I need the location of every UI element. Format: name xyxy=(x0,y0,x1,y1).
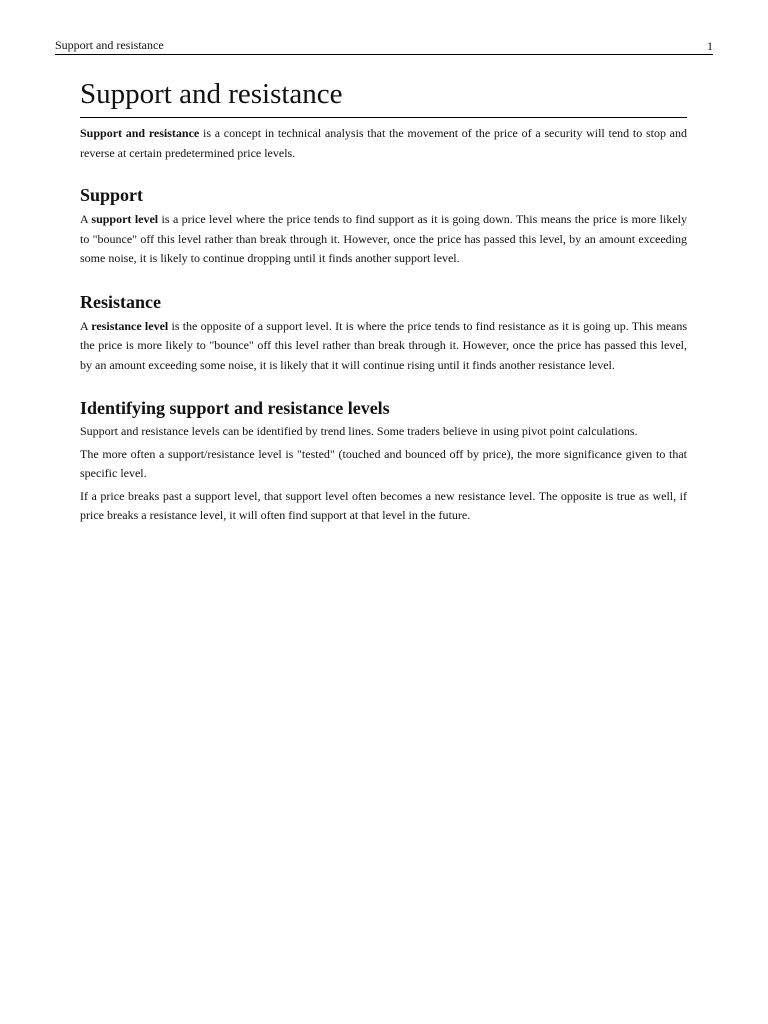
intro-bold-term: Support and resistance xyxy=(80,126,200,140)
section-heading-identifying: Identifying support and resistance levels xyxy=(80,398,390,418)
identifying-paragraph-3: If a price breaks past a support level, that support level often becomes a new resistance level. The opposite is true as well, if price breaks a resistance level, it will often find support at that level in the future. xyxy=(80,488,687,522)
running-header xyxy=(55,38,713,55)
support-paragraph-prefix: A xyxy=(80,212,92,226)
intro-text: is a concept in technical analysis that the movement of the price of a security will tend to stop and reverse at certain predetermined price levels. xyxy=(80,126,688,160)
identifying-paragraph-2: The more often a support/resistance level is "tested" (touched and bounced off by price), the more significance given to that specific level. xyxy=(80,446,687,480)
section-heading-support: Support xyxy=(80,185,144,205)
support-paragraph xyxy=(80,210,687,269)
resistance-bold-term: resistance level xyxy=(91,318,169,333)
resistance-paragraph-prefix: A xyxy=(80,318,92,333)
section-heading-resistance: Resistance xyxy=(80,291,161,312)
identifying-paragraph-1: Support and resistance levels can be identified by trend lines. Some traders believe in using pivot point calculations. xyxy=(80,424,638,438)
support-bold-term: support level xyxy=(91,212,159,226)
article-body xyxy=(80,76,687,526)
resistance-paragraph xyxy=(80,317,687,376)
page-title: Support and resistance xyxy=(80,76,687,118)
intro-paragraph xyxy=(80,124,687,163)
resistance-paragraph-text: is the opposite of a support level. It is where the price tends to find resistance as it is going up. This means the price is more likely to "bounce" off this level rather than break through it. However, once the price has passed this level, by an amount exceeding some noise, it is likely that it will continue rising until it finds another resistance level. xyxy=(80,318,687,372)
running-header-title: Support and resistance xyxy=(55,38,164,52)
page-number: 1 xyxy=(707,39,713,53)
support-paragraph-text: is a price level where the price tends to find support as it is going down. This means the price is more likely to "bounce" off this level rather than break through it. However, once the price has passed this level, by an amount exceeding some noise, it is likely to continue dropping until it finds another support level. xyxy=(80,212,687,265)
